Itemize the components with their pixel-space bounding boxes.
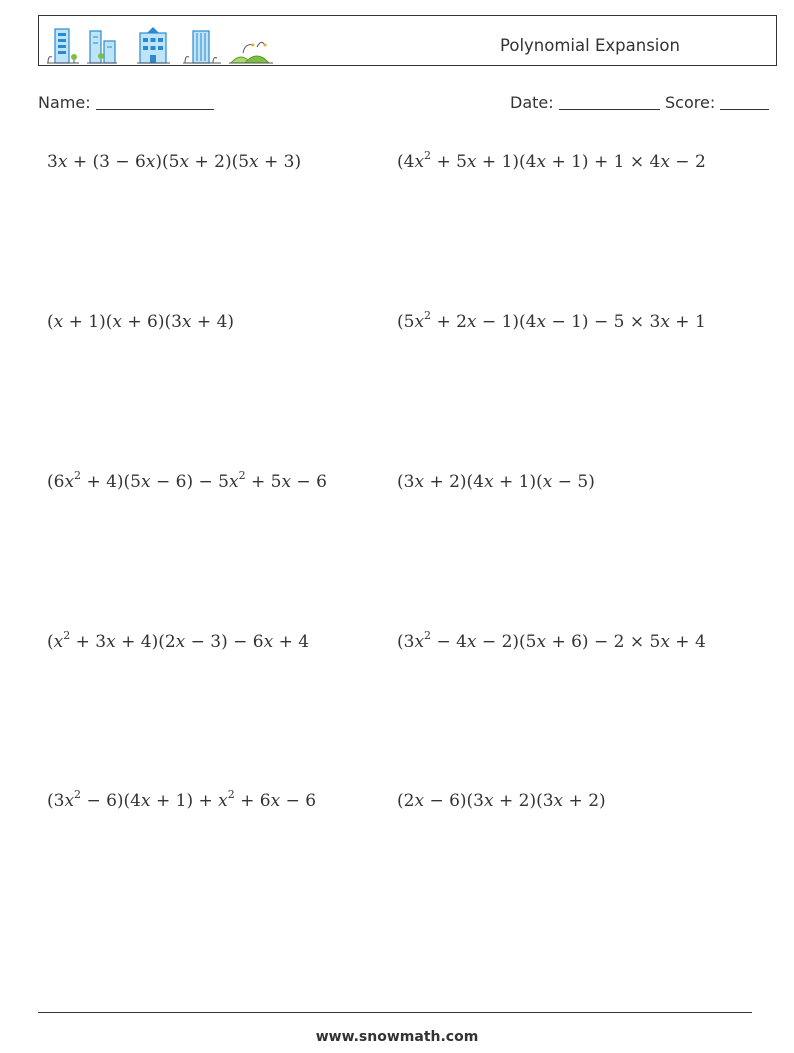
- problem-1: 3x + (3 − 6x)(5x + 2)(5x + 3): [47, 152, 302, 172]
- header-icons: [45, 23, 275, 65]
- problem-8: $(3x^2 - 4x - 2)(5x + 6) - 2 \times 5x + 4$: [397, 629, 706, 652]
- date-label: Date:: [510, 93, 554, 112]
- date-blank[interactable]: [559, 93, 660, 110]
- problem-5: $(6x^2 + 4)(5x - 6) - 5x^2 + 5x - 6$: [47, 469, 327, 492]
- score-label: Score:: [665, 93, 716, 112]
- date-field: [510, 93, 660, 112]
- problem-4: $(5x^2 + 2x - 1)(4x - 1) - 5 \times 3x + 1$: [397, 309, 706, 332]
- problem-10: (2x − 6)(3x + 2)(3x + 2): [397, 791, 606, 811]
- name-blank[interactable]: [96, 93, 214, 110]
- score-blank[interactable]: [720, 93, 769, 110]
- skyscraper-icon: [183, 31, 221, 63]
- office-buildings-icon: [87, 31, 117, 63]
- tower-building-icon: [47, 29, 79, 63]
- problem-2: $(4x^2 + 5x + 1)(4x + 1) + 1 \times 4x - 2$: [397, 149, 706, 172]
- name-label: Name:: [38, 93, 91, 112]
- problem-9: $(3x^2 - 6)(4x + 1) + x^2 + 6x - 6$: [47, 788, 317, 811]
- worksheet-title: Polynomial Expansion: [500, 36, 680, 55]
- worksheet-header: [38, 15, 777, 66]
- problem-3: (x + 1)(x + 6)(3x + 4): [47, 312, 235, 332]
- footer-website[interactable]: www.snowmath.com: [315, 1029, 479, 1045]
- name-field: [38, 93, 214, 112]
- problem-7: $(x^2 + 3x + 4)(2x - 3) - 6x + 4$: [47, 629, 310, 652]
- footer-divider: [38, 1012, 752, 1013]
- park-trees-icon: [229, 42, 273, 63]
- problem-6: (3x + 2)(4x + 1)(x − 5): [397, 472, 595, 492]
- apartment-building-icon: [137, 27, 170, 63]
- score-field: [665, 93, 769, 112]
